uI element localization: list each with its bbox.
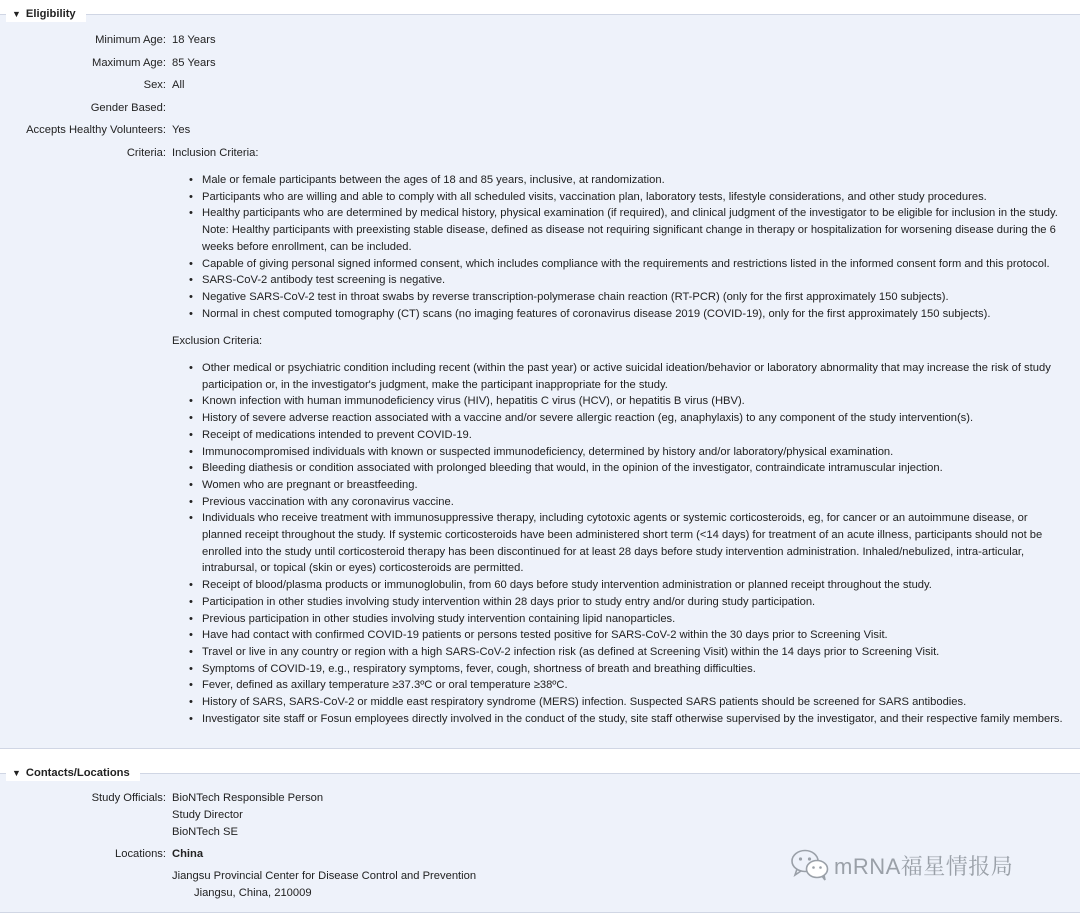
list-item: • Healthy participants who are determined by medical history, physical examination (if required), and clinical judgment of the investigator to be eligible for inclusion in the study. Note: Healthy participants with preexisting stable disease, defined as disease not requiring significant change in therapy or hospitalization for worsening disease during the 6 weeks before enrollment, can be included. — [188, 205, 1068, 255]
list-item: • Immunocompromised individuals with known or suspected immunodeficiency, determined by history and/or laboratory/physical examination. — [188, 444, 1068, 461]
collapse-triangle-icon[interactable]: ▼ — [12, 9, 21, 19]
list-item: • Participation in other studies involving study intervention within 28 days prior to study entry and/or during study participation. — [188, 594, 1068, 611]
inclusion-list — [188, 172, 1068, 322]
exclusion-list — [188, 360, 1068, 727]
eligibility-title: Eligibility — [25, 8, 76, 20]
contacts-title: Contacts/Locations — [25, 767, 130, 779]
field-label: Criteria: — [126, 147, 166, 159]
official-name: BioNTech Responsible Person — [172, 792, 324, 804]
list-item: • Individuals who receive treatment with immunosuppressive therapy, including cytotoxic agents or systemic corticosteroids, eg, for cancer or an autoimmune disease, or planned receipt throughout the study. If systemic corticosteroids have been administered short term (<14 days) for treatment of an acute illness, participants should not be enrolled into the study until corticosteroid therapy has been discontinued for at least 28 days before study intervention administration. Inhaled/nebulized, intra-articular, intrabursal, or topical (skin or eyes) corticosteroids are permitted. — [188, 510, 1068, 577]
location-facility: Jiangsu Provincial Center for Disease Control and Prevention — [172, 870, 477, 882]
official-role: Study Director — [172, 809, 243, 821]
list-item: • SARS-CoV-2 antibody test screening is negative. — [188, 272, 1068, 289]
collapse-triangle-icon[interactable]: ▼ — [12, 768, 21, 778]
field-label: Study Officials: — [91, 792, 166, 804]
list-item: • Travel or live in any country or region with a high SARS-CoV-2 infection risk (as defined at Screening Visit) within the 14 days prior to Screening Visit. — [188, 644, 1068, 661]
location-country: China — [172, 848, 204, 860]
field-value: 85 Years — [172, 56, 216, 69]
list-item: • Receipt of blood/plasma products or immunoglobulin, from 60 days before study intervention administration or planned receipt throughout the study. — [188, 577, 1068, 594]
field-label: Accepts Healthy Volunteers: — [26, 124, 166, 136]
list-item: • Known infection with human immunodeficiency virus (HIV), hepatitis C virus (HCV), or hepatitis B virus (HBV). — [188, 393, 1068, 410]
list-item: • Investigator site staff or Fosun employees directly involved in the conduct of the study, site staff otherwise supervised by the investigator, and their respective family members. — [188, 711, 1068, 728]
field-label: Minimum Age: — [95, 34, 166, 46]
list-item: • History of severe adverse reaction associated with a vaccine and/or severe allergic reaction (eg, anaphylaxis) to any component of the study intervention(s). — [188, 410, 1068, 427]
list-item: • Other medical or psychiatric condition including recent (within the past year) or active suicidal ideation/behavior or laboratory abnormality that may increase the risk of study participation or, in the investigator's judgment, make the participant inappropriate for the study. — [188, 360, 1068, 393]
list-item: • Participants who are willing and able to comply with all scheduled visits, vaccination plan, laboratory tests, lifestyle considerations, and other study procedures. — [188, 189, 1068, 206]
field-label: Locations: — [115, 848, 166, 860]
watermark — [790, 848, 1013, 882]
inclusion-title: Inclusion Criteria: — [172, 147, 259, 159]
list-item: • Receipt of medications intended to prevent COVID-19. — [188, 427, 1068, 444]
list-item: • Have had contact with confirmed COVID-19 patients or persons tested positive for SARS-CoV-2 within the 30 days prior to Screening Visit. — [188, 627, 1068, 644]
list-item: • Male or female participants between the ages of 18 and 85 years, inclusive, at randomization. — [188, 172, 1068, 189]
field-label: Sex: — [143, 79, 166, 91]
wechat-icon — [790, 848, 830, 882]
list-item: • History of SARS, SARS-CoV-2 or middle east respiratory syndrome (MERS) infection. Suspected SARS patients should be screened for SARS antibodies. — [188, 694, 1068, 711]
field-value: 18 Years — [172, 34, 216, 46]
field-value: All — [172, 79, 185, 91]
exclusion-title: Exclusion Criteria: — [172, 335, 263, 347]
list-item: • Symptoms of COVID-19, e.g., respiratory symptoms, fever, cough, shortness of breath and breathing difficulties. — [188, 661, 1068, 678]
field-value: Yes — [172, 124, 191, 136]
list-item: • Previous participation in other studies involving study intervention containing lipid nanoparticles. — [188, 611, 1068, 628]
eligibility-header[interactable] — [6, 6, 86, 22]
location-address: Jiangsu, China, 210009 — [194, 887, 312, 899]
list-item: • Capable of giving personal signed informed consent, which includes compliance with the requirements and restrictions listed in the informed consent form and this protocol. — [188, 256, 1068, 273]
list-item: • Previous vaccination with any coronavirus vaccine. — [188, 494, 1068, 511]
list-item: • Fever, defined as axillary temperature ≥37.3ºC or oral temperature ≥38ºC. — [188, 677, 1068, 694]
list-item: • Normal in chest computed tomography (CT) scans (no imaging features of coronavirus disease 2019 (COVID-19), only for the first approximately 150 subjects). — [188, 306, 1068, 323]
official-affiliation: BioNTech SE — [172, 826, 238, 838]
list-item: • Bleeding diathesis or condition associated with prolonged bleeding that would, in the opinion of the investigator, contraindicate intramuscular injection. — [188, 460, 1068, 477]
list-item: • Negative SARS-CoV-2 test in throat swabs by reverse transcription-polymerase chain reaction (RT-PCR) (only for the first approximately 150 subjects). — [188, 289, 1068, 306]
field-label: Gender Based: — [90, 101, 166, 114]
watermark-text: mRNA福星情报局 — [834, 853, 1014, 879]
contacts-header[interactable] — [6, 765, 140, 781]
field-label: Maximum Age: — [92, 56, 166, 69]
list-item: • Women who are pregnant or breastfeeding. — [188, 477, 1068, 494]
